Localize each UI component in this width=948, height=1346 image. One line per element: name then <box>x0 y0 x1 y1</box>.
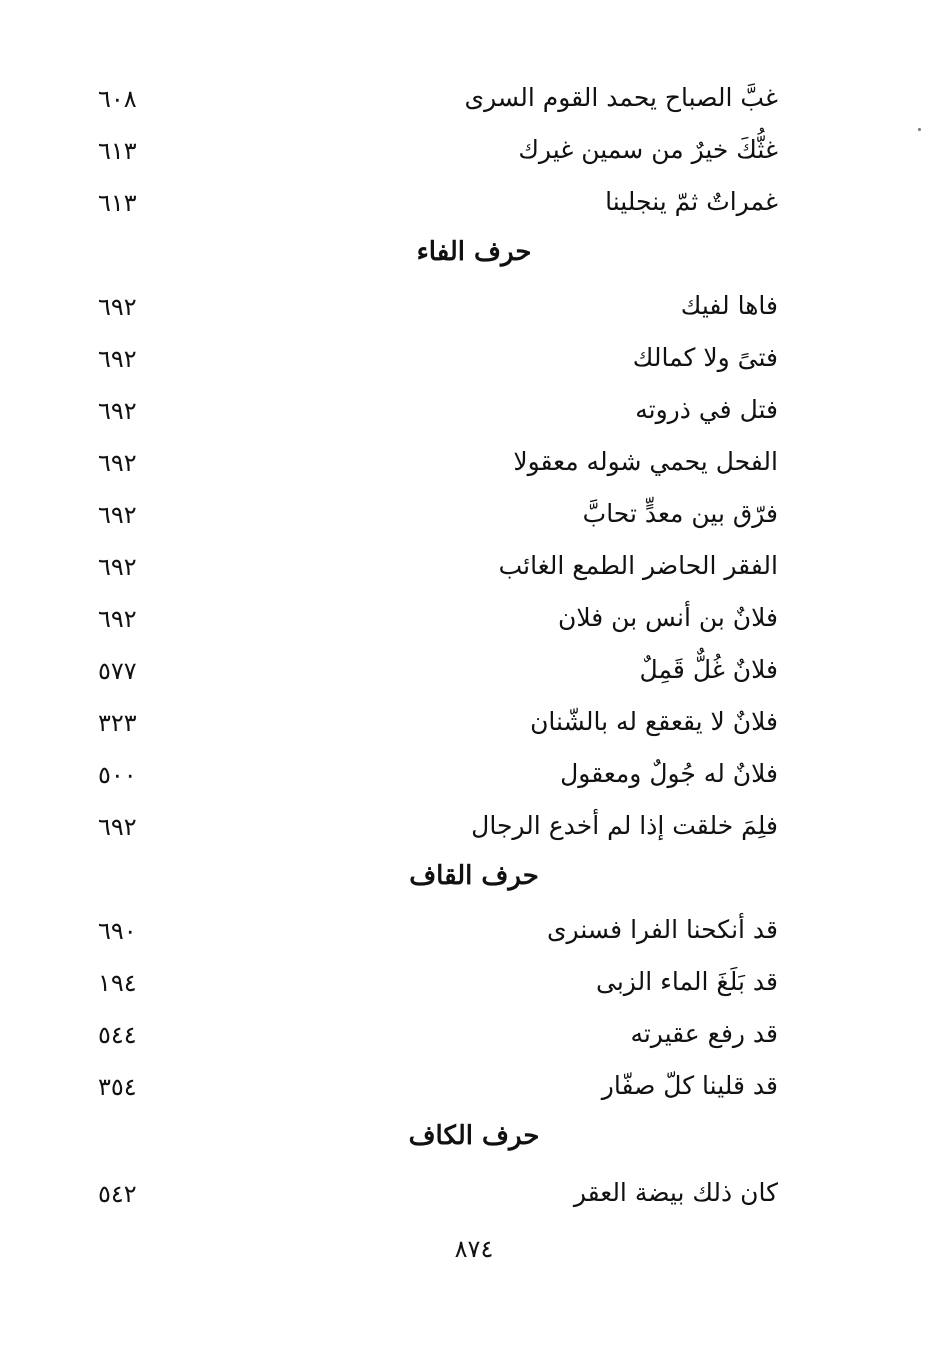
list-item <box>0 540 948 592</box>
proverb-text: فلانٌ غُلٌّ قَمِلٌ <box>639 655 778 684</box>
section-heading-text: حرف القاف <box>409 861 539 891</box>
section-heading-qaf <box>0 852 948 904</box>
proverb-text: قد رفع عقيرته <box>630 1019 778 1048</box>
proverb-text: فلانٌ بن أنس بن فلان <box>558 603 778 632</box>
proverb-text: كان ذلك بيضة العقر <box>573 1178 778 1207</box>
proverb-text: قد بَلَغَ الماء الزبى <box>596 967 778 996</box>
list-item <box>0 800 948 852</box>
page-reference: ٦٩٢ <box>98 605 137 633</box>
proverb-text: قد قلينا كلّ صفّار <box>601 1071 778 1100</box>
list-item <box>0 332 948 384</box>
proverb-text: فلانٌ له جُولٌ ومعقول <box>560 759 778 788</box>
proverb-text: فلانٌ لا يقعقع له بالشّنان <box>530 707 778 736</box>
proverb-text: الفقر الحاضر الطمع الغائب <box>498 551 778 580</box>
proverb-text: فلِمَ خلقت إذا لم أخدع الرجال <box>471 811 778 840</box>
list-item <box>0 72 948 124</box>
page-reference: ٦٩٢ <box>98 813 137 841</box>
page-number: ٨٧٤ <box>454 1235 494 1263</box>
list-item <box>0 436 948 488</box>
page-reference: ٦٩٠ <box>98 917 137 945</box>
section-heading-fa <box>0 228 948 280</box>
list-item <box>0 176 948 228</box>
page-reference: ٦٠٨ <box>98 85 137 113</box>
index-list <box>0 72 948 1219</box>
page-reference: ٦٩٢ <box>98 293 137 321</box>
page-reference: ٥٠٠ <box>98 761 137 789</box>
list-item <box>0 280 948 332</box>
page-reference: ٥٤٤ <box>98 1021 137 1049</box>
list-item <box>0 644 948 696</box>
page-reference: ٦٩٢ <box>98 397 137 425</box>
page-reference: ٦٩٢ <box>98 501 137 529</box>
proverb-text: قد أنكحنا الفرا فسنرى <box>546 915 778 944</box>
list-item <box>0 384 948 436</box>
list-item <box>0 488 948 540</box>
page-reference: ٦٩٢ <box>98 553 137 581</box>
list-item <box>0 696 948 748</box>
list-item <box>0 904 948 956</box>
page-reference: ٣٥٤ <box>98 1073 137 1101</box>
page-reference: ٣٢٣ <box>98 709 137 737</box>
section-heading-text: حرف الفاء <box>416 237 532 267</box>
list-item <box>0 1167 948 1219</box>
list-item <box>0 956 948 1008</box>
page-reference: ٦٩٢ <box>98 345 137 373</box>
page-reference: ٥٤٢ <box>98 1180 137 1208</box>
proverb-text: غثُّكَ خيرٌ من سمين غيرك <box>518 135 778 164</box>
page-reference: ٦٩٢ <box>98 449 137 477</box>
page-reference: ٥٧٧ <box>98 657 137 685</box>
page-reference: ١٩٤ <box>98 969 137 997</box>
proverb-text: فاها لفيك <box>680 291 778 320</box>
section-heading-kaf <box>0 1112 948 1167</box>
list-item <box>0 1008 948 1060</box>
list-item <box>0 124 948 176</box>
page-reference: ٦١٣ <box>98 189 137 217</box>
list-item <box>0 1060 948 1112</box>
proverb-text: فتل في ذروته <box>635 395 778 424</box>
proverb-text: غبَّ الصباح يحمد القوم السرى <box>464 83 778 112</box>
proverb-text: غمراتٌ ثمّ ينجلينا <box>605 187 778 216</box>
list-item <box>0 592 948 644</box>
page-reference: ٦١٣ <box>98 137 137 165</box>
proverb-text: فتىً ولا كمالك <box>632 343 778 372</box>
section-heading-text: حرف الكاف <box>408 1121 540 1151</box>
proverb-text: فرّق بين معدٍّ تحابَّ <box>582 499 778 528</box>
list-item <box>0 748 948 800</box>
proverb-text: الفحل يحمي شوله معقولا <box>513 447 778 476</box>
